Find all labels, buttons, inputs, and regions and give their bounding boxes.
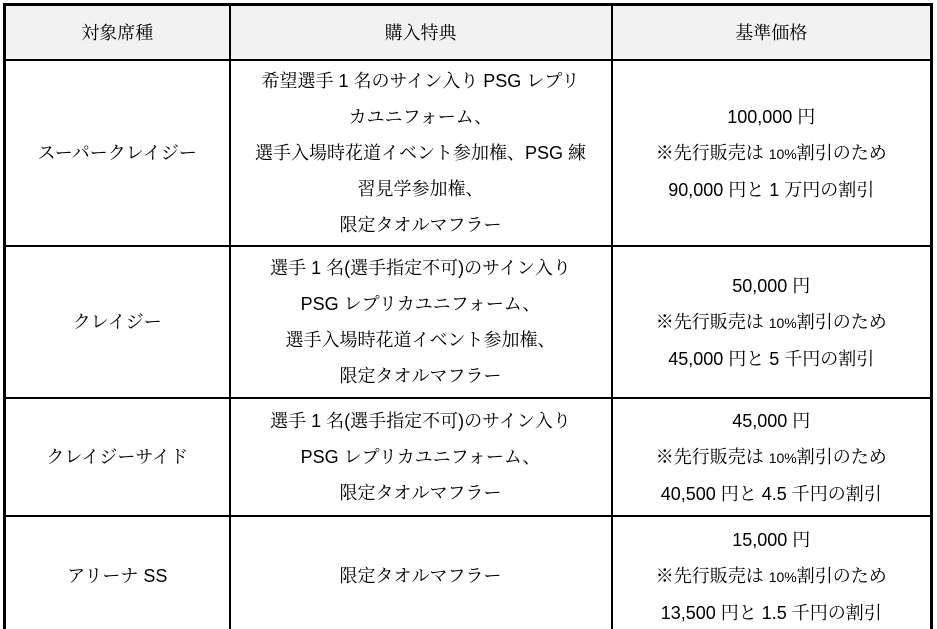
benefits-cell: 希望選手 1 名のサイン入り PSG レプリ カユニフォーム、 選手入場時花道イベント参加権、PSG 練 習見学参加権、 限定タオルマフラー: [230, 60, 612, 246]
pricing-table: [3, 3, 933, 629]
header-cell-seat-type: 対象席種: [5, 5, 230, 61]
table-row: [5, 60, 932, 246]
price-cell: 50,000 円 ※先行販売は 10%割引のため 45,000 円と 5 千円の割引: [612, 246, 932, 398]
price-cell: 45,000 円 ※先行販売は 10%割引のため 40,500 円と 4.5 千円の割引: [612, 398, 932, 516]
header-row: [5, 5, 932, 61]
benefits-cell: 限定タオルマフラー: [230, 516, 612, 629]
benefits-cell: 選手 1 名(選手指定不可)のサイン入り PSG レプリカユニフォーム、 限定タオルマフラー: [230, 398, 612, 516]
seat-type-cell: アリーナ SS: [5, 516, 230, 629]
seat-type-cell: クレイジー: [5, 246, 230, 398]
price-cell: 15,000 円 ※先行販売は 10%割引のため 13,500 円と 1.5 千円の割引: [612, 516, 932, 629]
table-row: [5, 246, 932, 398]
table-row: [5, 398, 932, 516]
header-cell-base-price: 基準価格: [612, 5, 932, 61]
price-cell: 100,000 円 ※先行販売は 10%割引のため 90,000 円と 1 万円の割引: [612, 60, 932, 246]
table-row: [5, 516, 932, 629]
benefits-cell: 選手 1 名(選手指定不可)のサイン入り PSG レプリカユニフォーム、 選手入場時花道イベント参加権、 限定タオルマフラー: [230, 246, 612, 398]
header-cell-benefits: 購入特典: [230, 5, 612, 61]
seat-type-cell: クレイジーサイド: [5, 398, 230, 516]
seat-type-cell: スーパークレイジー: [5, 60, 230, 246]
